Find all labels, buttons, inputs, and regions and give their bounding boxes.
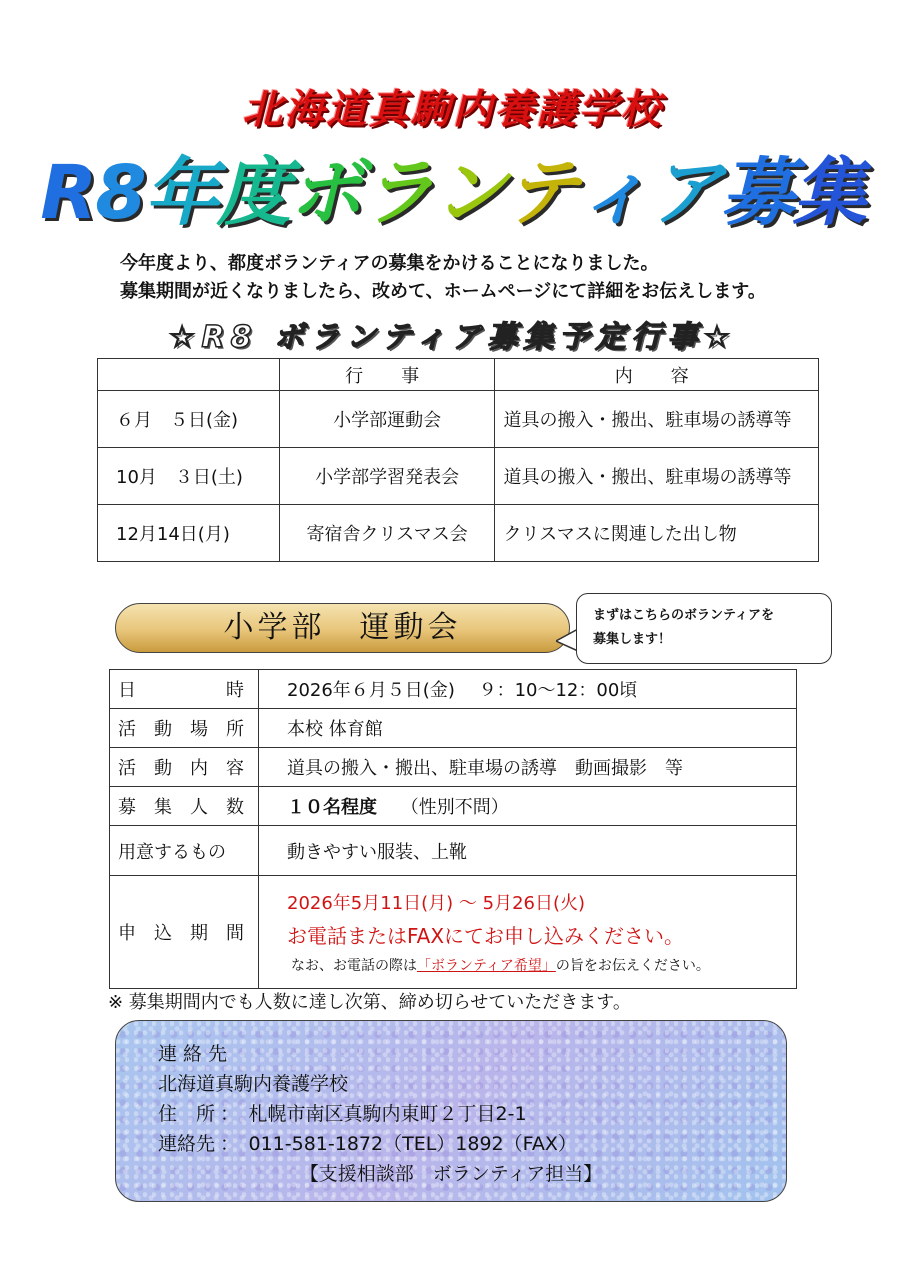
schedule-header-date: [98, 359, 280, 391]
detail-value: 2026年６月５日(金) ９：10～12：00頃: [259, 670, 797, 709]
label-char: 動: [154, 758, 172, 779]
contact-phone-value: ： 011-581-1872（TEL）1892（FAX）: [220, 1133, 577, 1155]
schedule-date: ６月 ５日(金): [98, 391, 280, 448]
schedule-date: 10月 ３日(土): [98, 448, 280, 505]
label-char: 集: [154, 797, 172, 818]
contact-box: [115, 1020, 787, 1202]
detail-label: 用意するもの: [110, 826, 259, 876]
bubble-line-2: 募集します！: [593, 632, 672, 647]
main-title-char: ア: [648, 150, 721, 236]
schedule-content: 道具の搬入・搬出、駐車場の誘導等: [495, 448, 819, 505]
main-title-char: 年: [144, 150, 217, 236]
detail-row-apply: [110, 876, 797, 989]
apply-note-suffix: の旨をお伝えください。: [555, 958, 710, 974]
schedule-content: 道具の搬入・搬出、駐車場の誘導等: [495, 391, 819, 448]
intro-line-2: 募集期間が近くなりましたら、改めて、ホームページにて詳細をお伝えします。: [120, 281, 766, 302]
main-title-char: 募: [720, 150, 793, 236]
label-char: 期: [190, 923, 208, 944]
schedule-heading: ☆R8 ボランティア募集予定行事☆: [168, 320, 737, 355]
detail-label: [110, 787, 259, 826]
detail-value: 道具の搬入・搬出、駐車場の誘導 動画撮影 等: [259, 748, 797, 787]
schedule-table: [97, 358, 819, 562]
intro-line-1: 今年度より、都度ボランティアの募集をかけることになりました。: [120, 253, 659, 274]
label-char: 活: [118, 758, 136, 779]
apply-note-prefix: なお、お電話の際は: [291, 958, 417, 974]
contact-address-value: ： 札幌市南区真駒内東町２丁目2-1: [220, 1103, 527, 1125]
main-title-char: テ: [504, 150, 577, 236]
detail-row-bring: [110, 826, 797, 876]
label-char: 場: [190, 719, 208, 740]
detail-value: [259, 876, 797, 989]
schedule-row: [98, 448, 819, 505]
detail-value: 本校 体育館: [259, 709, 797, 748]
speech-bubble: [576, 593, 832, 664]
schedule-event: 小学部学習発表会: [279, 448, 495, 505]
schedule-row: [98, 505, 819, 562]
schedule-event: 寄宿舎クリスマス会: [279, 505, 495, 562]
schedule-header-event: 行 事: [279, 359, 495, 391]
detail-row-place: [110, 709, 797, 748]
main-title-char: 度: [216, 150, 289, 236]
school-title: 北海道真駒内養護学校: [242, 87, 663, 133]
apply-period: 2026年5月11日(月) ～ 5月26日(火): [287, 893, 586, 914]
apply-method: お電話またはFAXにてお申し込みください。: [287, 924, 685, 948]
label-char: 込: [154, 923, 172, 944]
contact-address: [158, 1099, 786, 1129]
schedule-row: [98, 391, 819, 448]
headcount-main: １０名程度: [287, 797, 377, 818]
contact-phone: [158, 1129, 786, 1159]
event-label: 小学部 運動会: [115, 603, 570, 653]
schedule-date: 12月14日(月): [98, 505, 280, 562]
main-title-char: ィ: [576, 150, 649, 236]
main-title-char: ラ: [360, 150, 433, 236]
apply-note: [287, 956, 788, 976]
label-char: 活: [118, 719, 136, 740]
speech-bubble-tail: [556, 627, 578, 653]
detail-value: 動きやすい服装、上靴: [259, 826, 797, 876]
contact-phone-label: 連絡先: [158, 1133, 216, 1155]
detail-label: [110, 876, 259, 989]
event-details-table: [109, 669, 797, 989]
detail-label: [110, 748, 259, 787]
label-char: 数: [226, 797, 244, 818]
detail-label: [110, 709, 259, 748]
deadline-notice: ※ 募集期間内でも人数に達し次第、締め切らせていただきます。: [108, 992, 631, 1013]
label-char: 時: [226, 680, 244, 701]
label-char: 募: [118, 797, 136, 818]
label-char: 日: [118, 680, 136, 701]
contact-school: 北海道真駒内養護学校: [158, 1073, 349, 1095]
intro-text: [120, 250, 766, 306]
label-char: 内: [190, 758, 208, 779]
detail-label: [110, 670, 259, 709]
label-char: 申: [118, 923, 136, 944]
contact-address-label: 住 所: [158, 1103, 216, 1125]
main-title-char: 集: [792, 150, 865, 236]
main-title: [0, 148, 905, 238]
label-char: 間: [226, 923, 244, 944]
contact-department: 【支援相談部 ボランティア担当】: [299, 1163, 603, 1185]
label-char: 動: [154, 719, 172, 740]
main-title-char: R: [40, 150, 96, 236]
main-title-char: ボ: [288, 150, 361, 236]
headcount-sub: （性別不問）: [400, 797, 509, 818]
contact-heading: 連 絡 先: [158, 1043, 228, 1065]
detail-row-activity: [110, 748, 797, 787]
schedule-header-row: [98, 359, 819, 391]
detail-row-datetime: [110, 670, 797, 709]
main-title-char: ン: [432, 150, 505, 236]
schedule-content: クリスマスに関連した出し物: [495, 505, 819, 562]
bubble-line-1: まずはこちらのボランティアを: [593, 608, 774, 623]
label-char: 人: [190, 797, 208, 818]
detail-row-headcount: [110, 787, 797, 826]
apply-note-highlight: 「ボランティア希望」: [417, 958, 556, 974]
label-char: 容: [226, 758, 244, 779]
detail-value: [259, 787, 797, 826]
schedule-event: 小学部運動会: [279, 391, 495, 448]
label-char: 所: [226, 719, 244, 740]
schedule-header-content: 内 容: [495, 359, 819, 391]
main-title-char: 8: [95, 150, 145, 236]
